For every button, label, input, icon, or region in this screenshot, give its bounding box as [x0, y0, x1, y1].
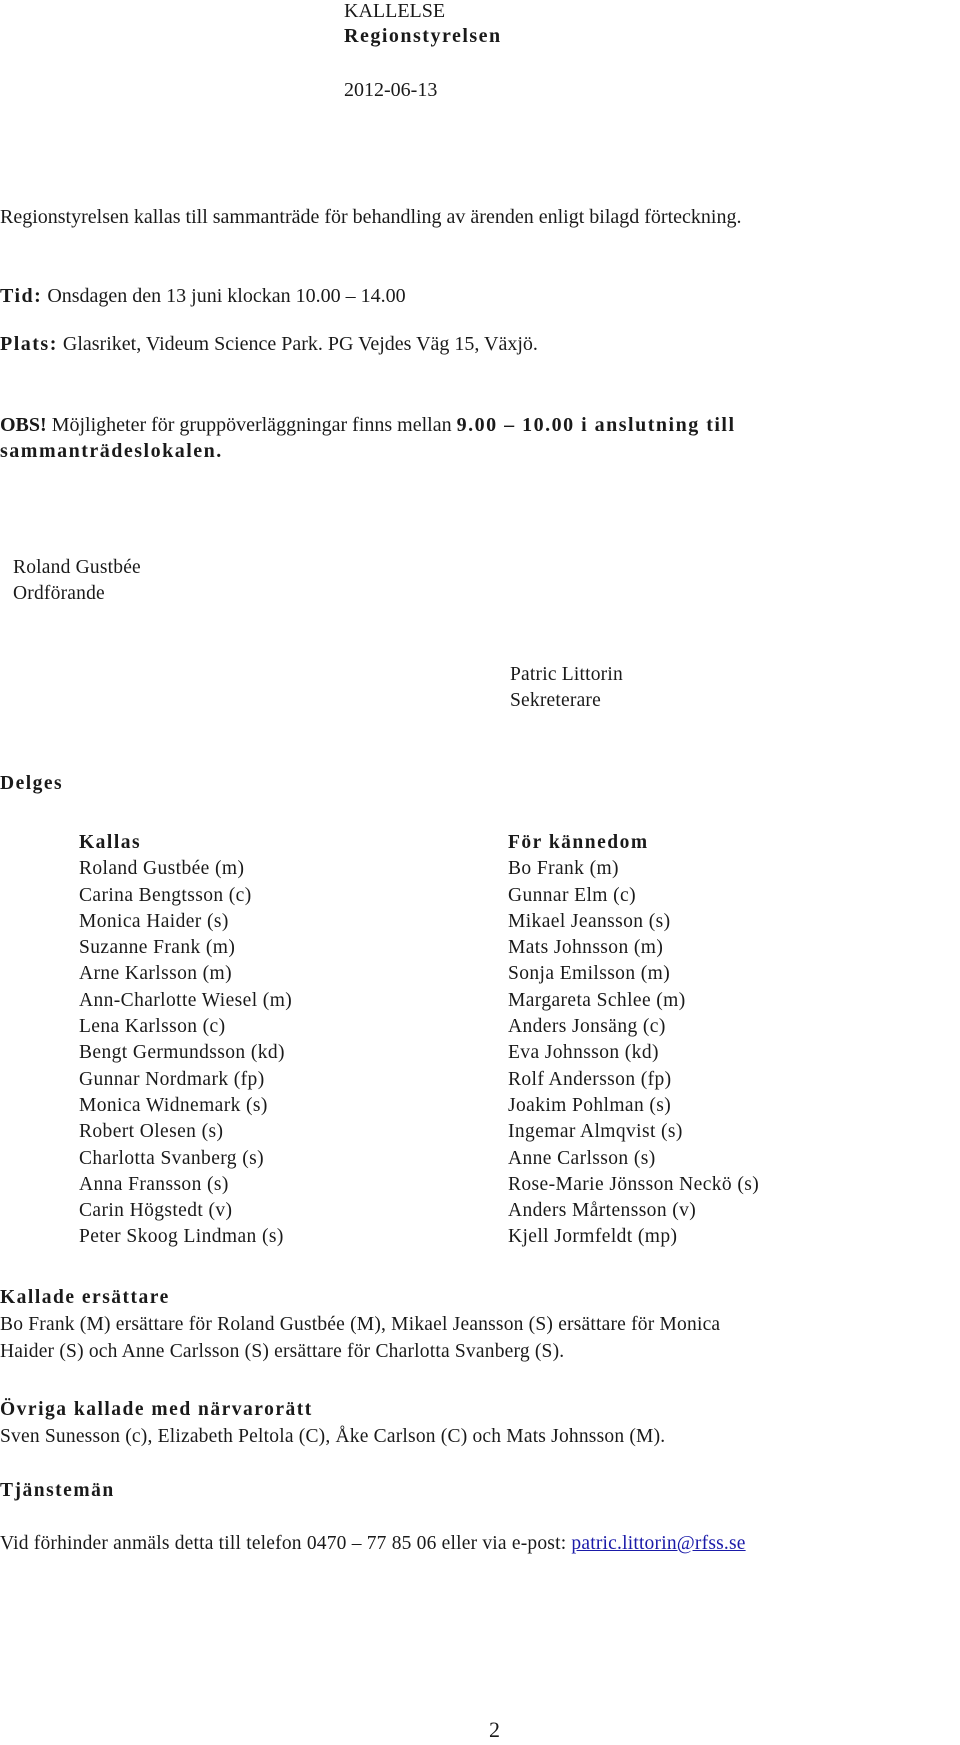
secretary-name: Patric Littorin	[510, 664, 623, 685]
document-date: 2012-06-13	[344, 79, 438, 101]
list-item: Gunnar Nordmark (fp)	[79, 1068, 265, 1090]
chair-title: Ordförande	[13, 583, 105, 604]
page-number: 2	[489, 1717, 500, 1742]
list-item: Monica Widnemark (s)	[79, 1094, 268, 1116]
kallade-ersattare-line2: Haider (S) och Anne Carlsson (S) ersättare för Charlotta Svanberg (S).	[0, 1341, 565, 1362]
list-item: Arne Karlsson (m)	[79, 963, 233, 985]
list-item: Anna Fransson (s)	[79, 1173, 229, 1195]
list-item: Joakim Pohlman (s)	[508, 1094, 672, 1116]
chair-name: Roland Gustbée	[13, 557, 141, 578]
list-item: Eva Johnsson (kd)	[508, 1042, 659, 1064]
contact-line	[0, 1531, 746, 1557]
list-item: Margareta Schlee (m)	[508, 989, 686, 1011]
list-item: Kjell Jormfeldt (mp)	[508, 1226, 678, 1248]
place-label: Plats:	[0, 333, 58, 355]
list-item: Anders Mårtensson (v)	[508, 1200, 697, 1222]
list-item: Sonja Emilsson (m)	[508, 963, 671, 985]
time-label: Tid:	[0, 285, 43, 307]
kallas-heading: Kallas	[79, 832, 142, 853]
obs-text: Möjligheter för gruppöverläggningar finns mellan	[46, 414, 457, 436]
place-value: Glasriket, Videum Science Park. PG Vejdes Väg 15, Växjö.	[57, 333, 538, 355]
document-type: KALLELSE	[344, 0, 446, 22]
list-item: Anne Carlsson (s)	[508, 1147, 656, 1169]
list-item: Bengt Germundsson (kd)	[79, 1042, 285, 1064]
list-item: Robert Olesen (s)	[79, 1121, 224, 1143]
time-value: Onsdagen den 13 juni klockan 10.00 – 14.00	[42, 285, 406, 307]
list-item: Charlotta Svanberg (s)	[79, 1147, 264, 1169]
list-item: Suzanne Frank (m)	[79, 937, 236, 959]
organization-title: Regionstyrelsen	[344, 25, 502, 47]
list-item: Gunnar Elm (c)	[508, 884, 636, 906]
secretary-title: Sekreterare	[510, 690, 601, 711]
delges-heading: Delges	[0, 773, 64, 794]
list-item: Ann-Charlotte Wiesel (m)	[79, 989, 293, 1011]
list-item: Anders Jonsäng (c)	[508, 1016, 666, 1038]
tjansteman-heading: Tjänstemän	[0, 1480, 115, 1501]
list-item: Lena Karlsson (c)	[79, 1016, 226, 1038]
kallas-list	[79, 830, 292, 1251]
list-item: Mats Johnsson (m)	[508, 937, 664, 959]
obs-time-bold: 9.00 – 10.00 i anslutning till	[456, 414, 736, 436]
list-item: Rose-Marie Jönsson Neckö (s)	[508, 1173, 760, 1195]
email-link[interactable]: patric.littorin@rfss.se	[571, 1533, 746, 1554]
for-kannedom-heading: För kännedom	[508, 832, 649, 853]
meeting-time	[0, 283, 406, 309]
list-item: Peter Skoog Lindman (s)	[79, 1226, 284, 1248]
list-item: Bo Frank (m)	[508, 858, 619, 880]
list-item: Carina Bengtsson (c)	[79, 884, 252, 906]
ovriga-heading: Övriga kallade med närvarorätt	[0, 1399, 313, 1420]
list-item: Roland Gustbée (m)	[79, 858, 245, 880]
obs-note	[0, 412, 736, 438]
list-item: Carin Högstedt (v)	[79, 1200, 233, 1222]
obs-location-bold: sammanträdeslokalen.	[0, 440, 223, 462]
kallade-ersattare-heading: Kallade ersättare	[0, 1287, 170, 1308]
ovriga-text: Sven Sunesson (c), Elizabeth Peltola (C), Åke Carlson (C) och Mats Johnsson (M).	[0, 1426, 666, 1447]
intro-text: Regionstyrelsen kallas till sammanträde för behandling av ärenden enligt bilagd förteckning.	[0, 206, 742, 228]
list-item: Ingemar Almqvist (s)	[508, 1121, 683, 1143]
list-item: Mikael Jeansson (s)	[508, 910, 671, 932]
for-kannedom-list	[508, 830, 759, 1251]
obs-label: OBS!	[0, 414, 47, 436]
meeting-place	[0, 331, 538, 357]
kallade-ersattare-line1: Bo Frank (M) ersättare för Roland Gustbée (M), Mikael Jeansson (S) ersättare för Monica	[0, 1314, 721, 1335]
list-item: Rolf Andersson (fp)	[508, 1068, 672, 1090]
list-item: Monica Haider (s)	[79, 910, 229, 932]
contact-text: Vid förhinder anmäls detta till telefon 0470 – 77 85 06 eller via e-post:	[0, 1533, 572, 1554]
